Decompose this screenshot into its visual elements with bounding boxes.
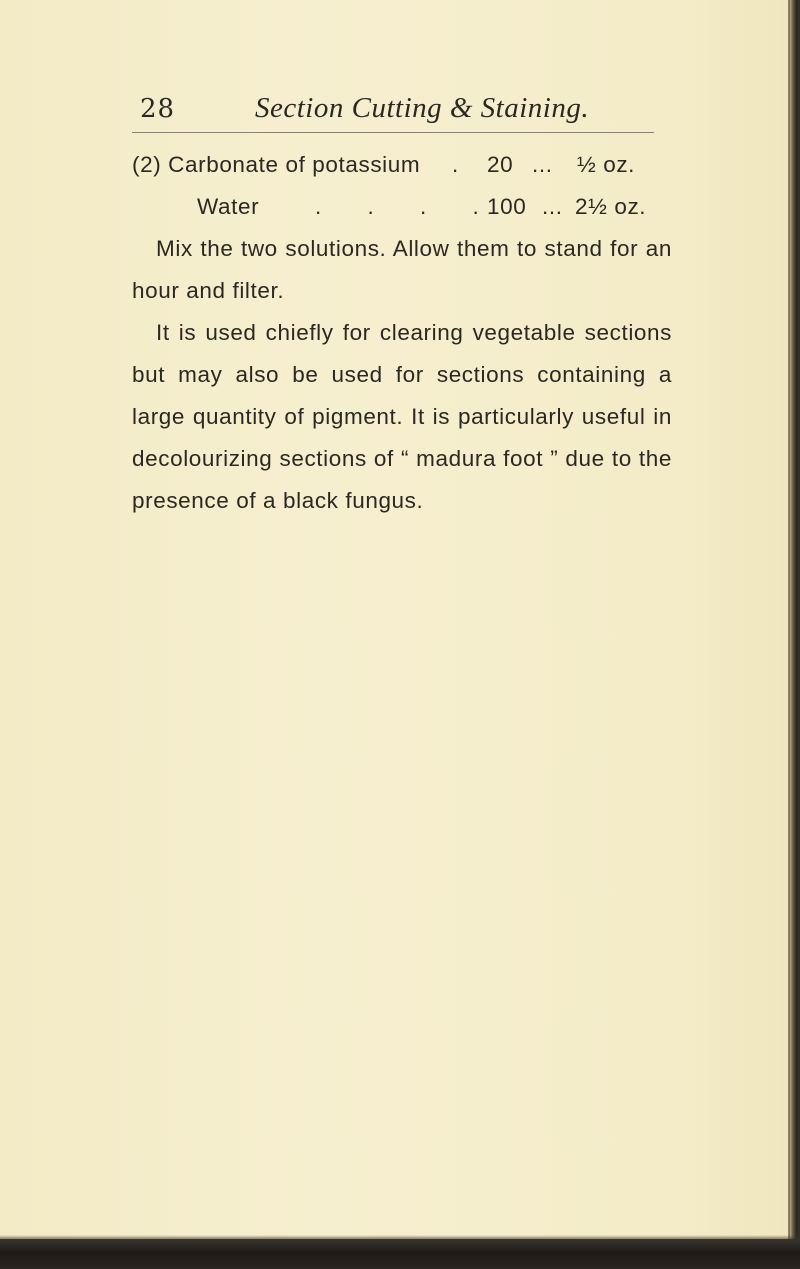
- ingredient-amount: 2½ oz.: [575, 194, 647, 219]
- formula-row-water: [132, 186, 672, 228]
- ingredient-quantity: 20: [487, 152, 514, 177]
- running-header: [132, 90, 672, 130]
- header-rule: [132, 132, 654, 133]
- ingredient-quantity: 100: [487, 194, 527, 219]
- page-body: [132, 144, 672, 522]
- leader-dots: .: [452, 152, 459, 177]
- leader-dots: . . . .: [315, 194, 499, 219]
- formula-row-carbonate: [132, 144, 672, 186]
- paragraph-mix-instructions: Mix the two solutions. Allow them to stand for an hour and filter.: [132, 236, 672, 303]
- page-edge-shadow: [788, 0, 790, 1269]
- ellipsis: ...: [542, 194, 563, 219]
- paragraph-usage: It is used chiefly for clearing vegetable sections but may also be used for sections containing a large quantity of pigment. It is particularly useful in decolourizing sections of “ madura foot ” due to the presence of a black fungus.: [132, 320, 672, 513]
- ingredient-label: Water: [197, 194, 260, 219]
- running-title: Section Cutting & Staining.: [255, 92, 590, 124]
- page-number: 28: [140, 94, 176, 124]
- ingredient-amount: ½ oz.: [577, 152, 636, 177]
- ellipsis: ...: [532, 152, 553, 177]
- page-bottom-edge: [0, 1239, 800, 1269]
- ingredient-label: (2) Carbonate of potassium: [132, 152, 421, 177]
